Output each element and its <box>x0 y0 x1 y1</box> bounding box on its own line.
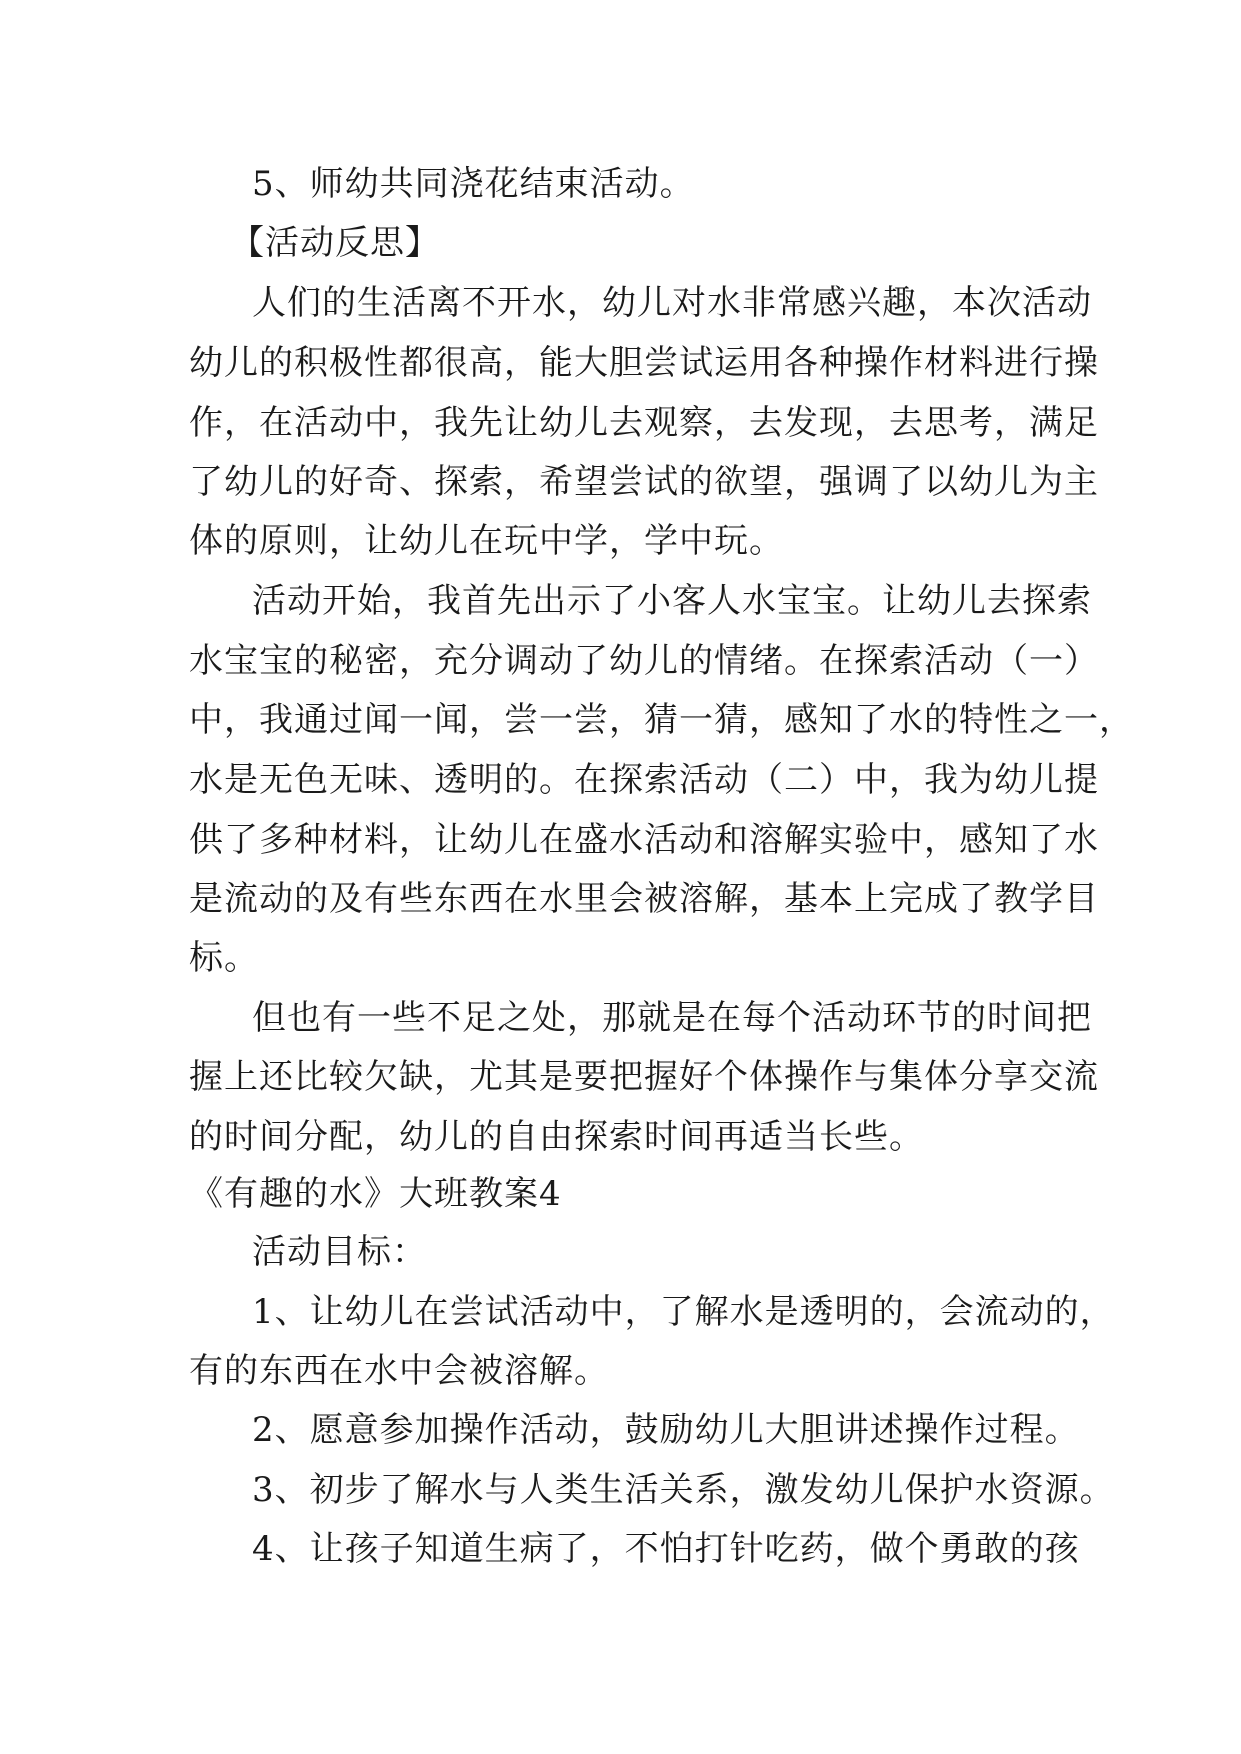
text-line: 的时间分配，幼儿的自由探索时间再适当长些。 <box>189 1117 924 1157</box>
section-heading: 【活动反思】 <box>230 223 440 263</box>
text-line: 2、愿意参加操作活动，鼓励幼儿大胆讲述操作过程。 <box>252 1410 1080 1450</box>
text-line: 是流动的及有些东西在水里会被溶解，基本上完成了教学目 <box>189 879 1099 919</box>
text-line: 水是无色无味、透明的。在探索活动（二）中，我为幼儿提 <box>189 760 1099 800</box>
text-line: 4、让孩子知道生病了，不怕打针吃药，做个勇敢的孩 <box>252 1529 1080 1569</box>
text-line: 1、让幼儿在尝试活动中，了解水是透明的，会流动的， <box>252 1292 1115 1332</box>
text-line: 握上还比较欠缺，尤其是要把握好个体操作与集体分享交流 <box>189 1057 1099 1097</box>
text-line: 人们的生活离不开水，幼儿对水非常感兴趣，本次活动 <box>252 283 1092 323</box>
text-line: 体的原则，让幼儿在玩中学，学中玩。 <box>189 521 784 561</box>
text-line: 水宝宝的秘密，充分调动了幼儿的情绪。在探索活动（一） <box>189 641 1099 681</box>
text-line: 标。 <box>189 938 259 978</box>
text-line: 供了多种材料，让幼儿在盛水活动和溶解实验中，感知了水 <box>189 820 1099 860</box>
text-line: 活动开始，我首先出示了小客人水宝宝。让幼儿去探索 <box>252 581 1092 621</box>
text-line: 5、师幼共同浇花结束活动。 <box>252 164 695 204</box>
text-line: 3、初步了解水与人类生活关系，激发幼儿保护水资源。 <box>252 1470 1115 1510</box>
text-line: 作，在活动中，我先让幼儿去观察，去发现，去思考，满足 <box>189 403 1099 443</box>
text-line: 有的东西在水中会被溶解。 <box>189 1351 609 1391</box>
text-line: 了幼儿的好奇、探索，希望尝试的欲望，强调了以幼儿为主 <box>189 462 1099 502</box>
text-line: 但也有一些不足之处，那就是在每个活动环节的时间把 <box>252 998 1092 1038</box>
document-title: 《有趣的水》大班教案4 <box>189 1174 562 1214</box>
text-line: 幼儿的积极性都很高，能大胆尝试运用各种操作材料进行操 <box>189 343 1099 383</box>
text-line: 中，我通过闻一闻，尝一尝，猜一猜，感知了水的特性之一， <box>189 700 1134 740</box>
text-line: 活动目标： <box>252 1232 427 1272</box>
